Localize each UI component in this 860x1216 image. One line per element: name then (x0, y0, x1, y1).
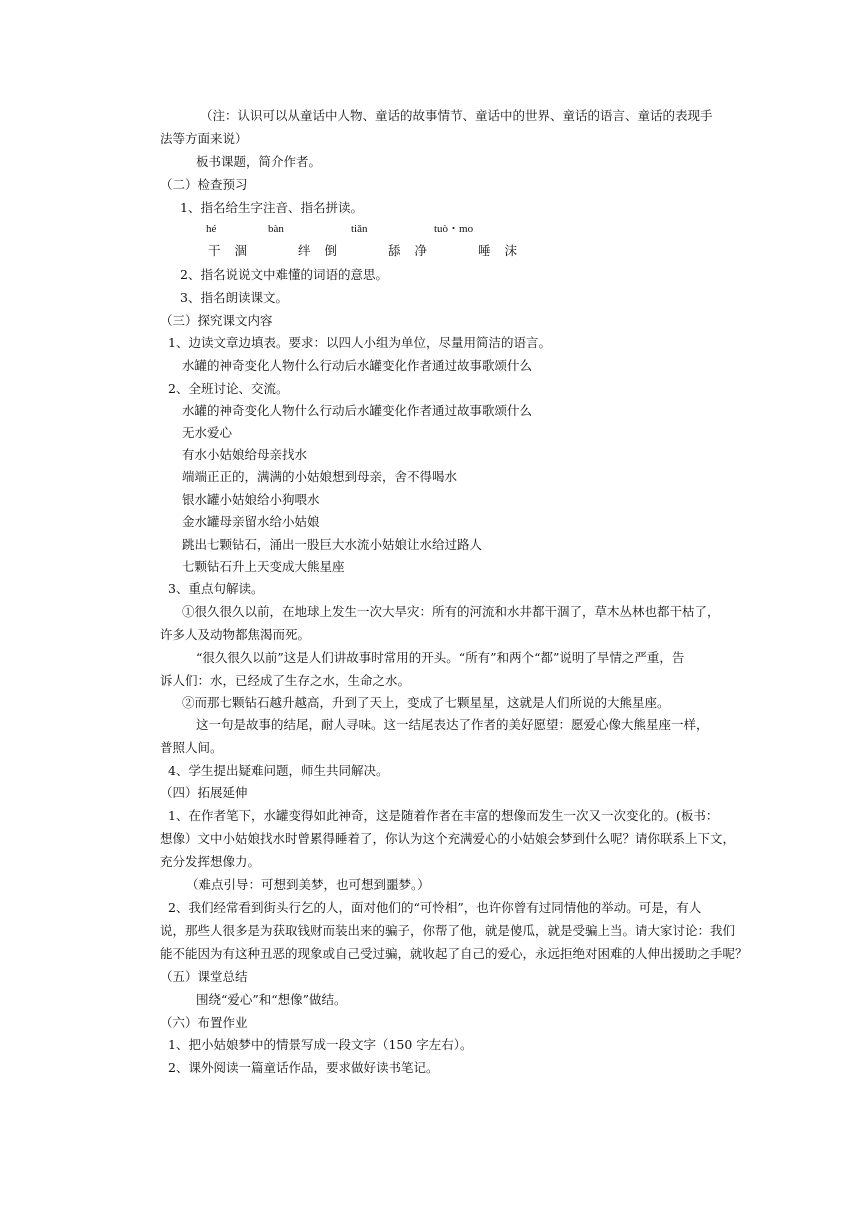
word-1: 干涸 (208, 243, 262, 258)
table-row-4: 银水罐小姑娘给小狗喂水 (182, 492, 320, 507)
section-2-item-3: 3、指名朗读课文。 (180, 290, 288, 305)
key-sentence-1-b: 许多人及动物都焦渴而死。 (160, 627, 311, 642)
extension-2-a: 2、我们经常看到街头行乞的人，面对他们的“可怜相”，也许你曾有过同情他的举动。可是，有人 (168, 900, 702, 915)
section-2-item-1: 1、指名给生字注音、指名拼读。 (180, 200, 363, 215)
extension-1-hint: （难点引导：可想到美梦，也可想到噩梦。） (186, 877, 430, 892)
pinyin-2: bàn (268, 223, 284, 235)
section-3-item-3: 3、重点句解读。 (168, 581, 264, 596)
pinyin-1: hé (206, 223, 217, 235)
word-2: 绊倒 (298, 243, 352, 258)
homework-1: 1、把小姑娘梦中的情景写成一段文字（150 字左右）。 (168, 1037, 473, 1052)
key-explain-2-a: 这一句是故事的结尾，耐人寻味。这一结尾表达了作者的美好愿望：愿爱心像大熊星座一样， (196, 717, 709, 732)
word-3: 舔净 (388, 243, 442, 258)
key-sentence-1-a: ①很久很久以前，在地球上发生一次大旱灾：所有的河流和水井都干涸了，草木丛林也都干枯了， (182, 604, 720, 619)
section-3-item-2: 2、全班讨论、交流。 (168, 381, 289, 396)
section-5-title: （五）课堂总结 (160, 969, 248, 984)
table-row-2: 有水小姑娘给母亲找水 (182, 447, 308, 462)
section-2-title: （二）检查预习 (160, 177, 248, 192)
extension-2-b: 说，那些人很多是为获取钱财而装出来的骗子，你帮了他，就是傻瓜，就是受骗上当。请大家讨论：我们 (160, 923, 736, 938)
extension-1-c: 充分发挥想像力。 (160, 854, 261, 869)
section-5-text: 围绕“爱心”和“想像”做结。 (196, 992, 347, 1007)
table-row-3: 端端正正的，满满的小姑娘想到母亲，舍不得喝水 (182, 469, 458, 484)
extension-2-c: 能不能因为有这种丑恶的现象或自己受过骗，就收起了自己的爱心，永远拒绝对困难的人伸出援助之手呢？ (160, 946, 748, 961)
key-explain-2-b: 普照人间。 (160, 740, 223, 755)
pinyin-4: tuò・mo (434, 223, 474, 235)
section-3-item-1: 1、边读文章边填表。要求：以四人小组为单位，尽量用简洁的语言。 (168, 335, 551, 350)
table-row-1: 无水爱心 (182, 425, 233, 440)
section-6-title: （六）布置作业 (160, 1015, 248, 1030)
table-header-2: 水罐的神奇变化人物什么行动后水罐变化作者通过故事歌颂什么 (182, 403, 533, 418)
extension-1-a: 1、在作者笔下，水罐变得如此神奇，这是随着作者在丰富的想像而发生一次又一次变化的。(板书： (168, 808, 719, 823)
note-line-2: 法等方面来说） (160, 131, 248, 146)
section-3-title: （三）探究课文内容 (160, 313, 273, 328)
key-explain-1-b: 诉人们：水，已经成了生存之水，生命之水。 (160, 673, 411, 688)
table-row-7: 七颗钻石升上天变成大熊星座 (182, 559, 345, 574)
section-3-item-4: 4、学生提出疑难问题，师生共同解决。 (168, 763, 389, 778)
board-title-line: 板书课题，简介作者。 (196, 154, 322, 169)
section-2-item-2: 2、指名说说文中难懂的词语的意思。 (180, 267, 388, 282)
extension-1-b: 想像）文中小姑娘找水时曾累得睡着了，你认为这个充满爱心的小姑娘会梦到什么呢？请你联系上下文， (160, 831, 736, 846)
pinyin-3: tiǎn (351, 223, 368, 235)
homework-2: 2、课外阅读一篇童话作品，要求做好读书笔记。 (168, 1060, 439, 1075)
key-explain-1-a: “很久很久以前”这是人们讲故事时常用的开头。“所有”和两个“都”说明了旱情之严重，告 (196, 650, 685, 665)
section-4-title: （四）拓展延伸 (160, 785, 248, 800)
note-line-1: （注：认识可以从童话中人物、童话的故事情节、童话中的世界、童话的语言、童话的表现手 (200, 108, 713, 123)
table-header-1: 水罐的神奇变化人物什么行动后水罐变化作者通过故事歌颂什么 (182, 358, 533, 373)
key-sentence-2: ②而那七颗钻石越升越高，升到了天上，变成了七颗星星，这就是人们所说的大熊星座。 (182, 695, 670, 710)
table-row-5: 金水罐母亲留水给小姑娘 (182, 514, 320, 529)
table-row-6: 跳出七颗钻石，涌出一股巨大水流小姑娘让水给过路人 (182, 537, 483, 552)
word-4: 唾沫 (478, 243, 532, 258)
